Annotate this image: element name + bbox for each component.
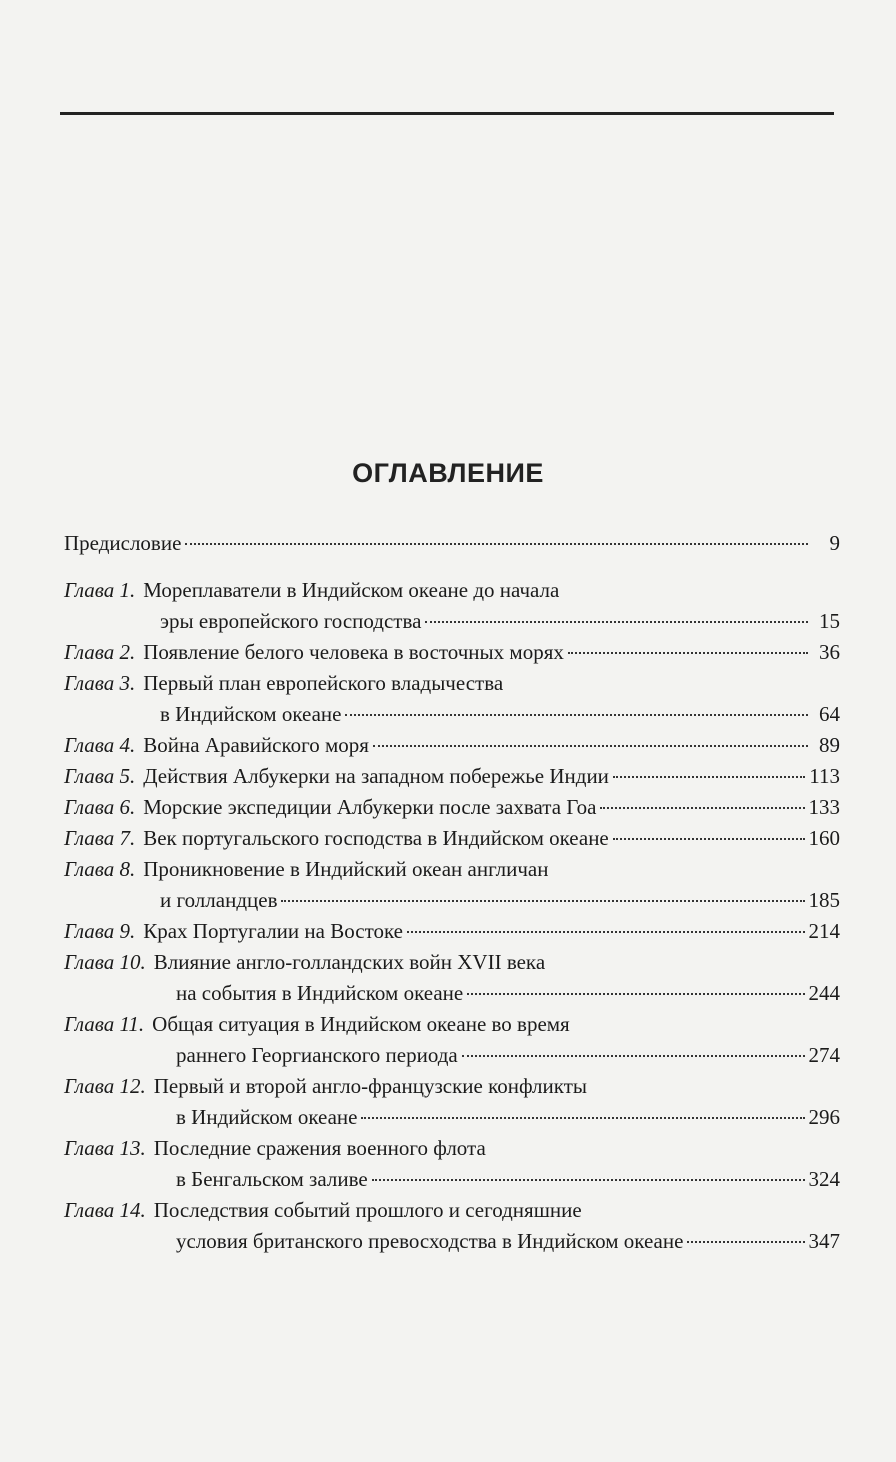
chapter-title: эры европейского господства	[160, 609, 422, 633]
toc-entry-chapter-6	[64, 792, 840, 823]
page-number: 89	[819, 733, 840, 757]
chapter-title: Общая ситуация в Индийском океане во время	[152, 1012, 570, 1036]
chapter-title: Век португальского господства в Индийском океане	[143, 826, 609, 850]
page-number: 15	[819, 609, 840, 633]
chapter-title: в Бенгальском заливе	[176, 1167, 368, 1191]
dot-leader	[373, 745, 808, 747]
page-number: 296	[808, 1105, 840, 1129]
chapter-title: на события в Индийском океане	[176, 981, 464, 1005]
toc-entry-chapter-2	[64, 637, 840, 668]
chapter-title: в Индийском океане	[160, 702, 342, 726]
dot-leader	[462, 1055, 805, 1057]
chapter-title: и голландцев	[160, 888, 278, 912]
toc-entry-chapter-5	[64, 761, 840, 792]
chapter-title: Первый и второй англо-французские конфликты	[153, 1074, 587, 1098]
toc-line	[64, 885, 840, 916]
table-of-contents	[64, 528, 840, 1257]
toc-line	[64, 792, 840, 823]
chapter-number: Глава 14.	[64, 1198, 146, 1222]
chapter-title: Крах Португалии на Востоке	[143, 919, 403, 943]
chapter-title: Морские экспедиции Албукерки после захвата Гоа	[143, 795, 597, 819]
chapter-title: Появление белого человека в восточных морях	[143, 640, 564, 664]
page-number: 214	[808, 919, 840, 943]
chapter-number: Глава 6.	[64, 795, 136, 819]
dot-leader	[467, 993, 804, 995]
toc-entry-preface	[64, 528, 840, 559]
chapter-title: Действия Албукерки на западном побережье Индии	[143, 764, 609, 788]
chapter-number: Глава 3.	[64, 671, 136, 695]
chapter-title: Влияние англо-голландских войн XVII века	[153, 950, 546, 974]
chapter-title: Последствия событий прошлого и сегодняшние	[153, 1198, 582, 1222]
page-number: 113	[809, 764, 840, 788]
toc-line	[64, 575, 840, 606]
dot-leader	[613, 776, 805, 778]
page-title: ОГЛАВЛЕНИЕ	[352, 458, 544, 488]
page-number: 185	[808, 888, 840, 912]
toc-line	[64, 1009, 840, 1040]
dot-leader	[407, 931, 805, 933]
page-number: 64	[819, 702, 840, 726]
toc-line	[64, 1133, 840, 1164]
chapter-title: Мореплаватели в Индийском океане до начала	[143, 578, 560, 602]
chapter-number: Глава 12.	[64, 1074, 146, 1098]
page-number: 347	[808, 1229, 840, 1253]
toc-line	[64, 916, 840, 947]
toc-line	[64, 668, 840, 699]
dot-leader	[425, 621, 808, 623]
toc-entry-chapter-14	[64, 1195, 840, 1257]
dot-leader	[361, 1117, 804, 1119]
dot-leader	[345, 714, 808, 716]
dot-leader	[281, 900, 804, 902]
dot-leader	[600, 807, 804, 809]
dot-leader	[613, 838, 805, 840]
dot-leader	[372, 1179, 805, 1181]
chapter-number: Глава 5.	[64, 764, 136, 788]
page-number: 244	[808, 981, 840, 1005]
dot-leader	[687, 1241, 804, 1243]
toc-line	[64, 606, 840, 637]
toc-entry-chapter-4	[64, 730, 840, 761]
page-number: 36	[819, 640, 840, 664]
chapter-number: Глава 10.	[64, 950, 146, 974]
page-number: 324	[808, 1167, 840, 1191]
toc-entry-chapter-1	[64, 575, 840, 637]
toc-entry-chapter-10	[64, 947, 840, 1009]
toc-line	[64, 699, 840, 730]
toc-line	[64, 978, 840, 1009]
chapter-title: Проникновение в Индийский океан англичан	[143, 857, 549, 881]
toc-line	[64, 1195, 840, 1226]
toc-line	[64, 947, 840, 978]
toc-entry-chapter-8	[64, 854, 840, 916]
chapter-number: Глава 4.	[64, 733, 136, 757]
chapter-title: Война Аравийского моря	[143, 733, 369, 757]
chapter-number: Глава 1.	[64, 578, 136, 602]
page-number: 274	[808, 1043, 840, 1067]
toc-entry-chapter-11	[64, 1009, 840, 1071]
toc-line	[64, 1040, 840, 1071]
toc-line	[64, 854, 840, 885]
page-number: 9	[829, 531, 840, 555]
toc-line	[64, 1071, 840, 1102]
chapter-title: Предисловие	[64, 531, 182, 555]
toc-line	[64, 730, 840, 761]
toc-entry-chapter-13	[64, 1133, 840, 1195]
header-rule	[60, 112, 834, 115]
chapter-number: Глава 7.	[64, 826, 136, 850]
toc-line	[64, 761, 840, 792]
chapter-title: раннего Георгианского периода	[176, 1043, 458, 1067]
dot-leader	[568, 652, 808, 654]
chapter-title: в Индийском океане	[176, 1105, 358, 1129]
chapter-title: Последние сражения военного флота	[153, 1136, 486, 1160]
toc-entry-chapter-12	[64, 1071, 840, 1133]
toc-line	[64, 1102, 840, 1133]
toc-entry-chapter-9	[64, 916, 840, 947]
chapter-number: Глава 9.	[64, 919, 136, 943]
chapter-number: Глава 11.	[64, 1012, 145, 1036]
toc-line	[64, 823, 840, 854]
toc-entry-chapter-3	[64, 668, 840, 730]
chapter-number: Глава 8.	[64, 857, 136, 881]
toc-line	[64, 1226, 840, 1257]
dot-leader	[185, 543, 808, 545]
chapter-number: Глава 2.	[64, 640, 136, 664]
toc-line	[64, 1164, 840, 1195]
page-number: 160	[808, 826, 840, 850]
toc-line	[64, 528, 840, 559]
chapter-title: Первый план европейского владычества	[143, 671, 504, 695]
chapter-number: Глава 13.	[64, 1136, 146, 1160]
chapter-title: условия британского превосходства в Индийском океане	[176, 1229, 684, 1253]
page-number: 133	[808, 795, 840, 819]
toc-entry-chapter-7	[64, 823, 840, 854]
toc-line	[64, 637, 840, 668]
